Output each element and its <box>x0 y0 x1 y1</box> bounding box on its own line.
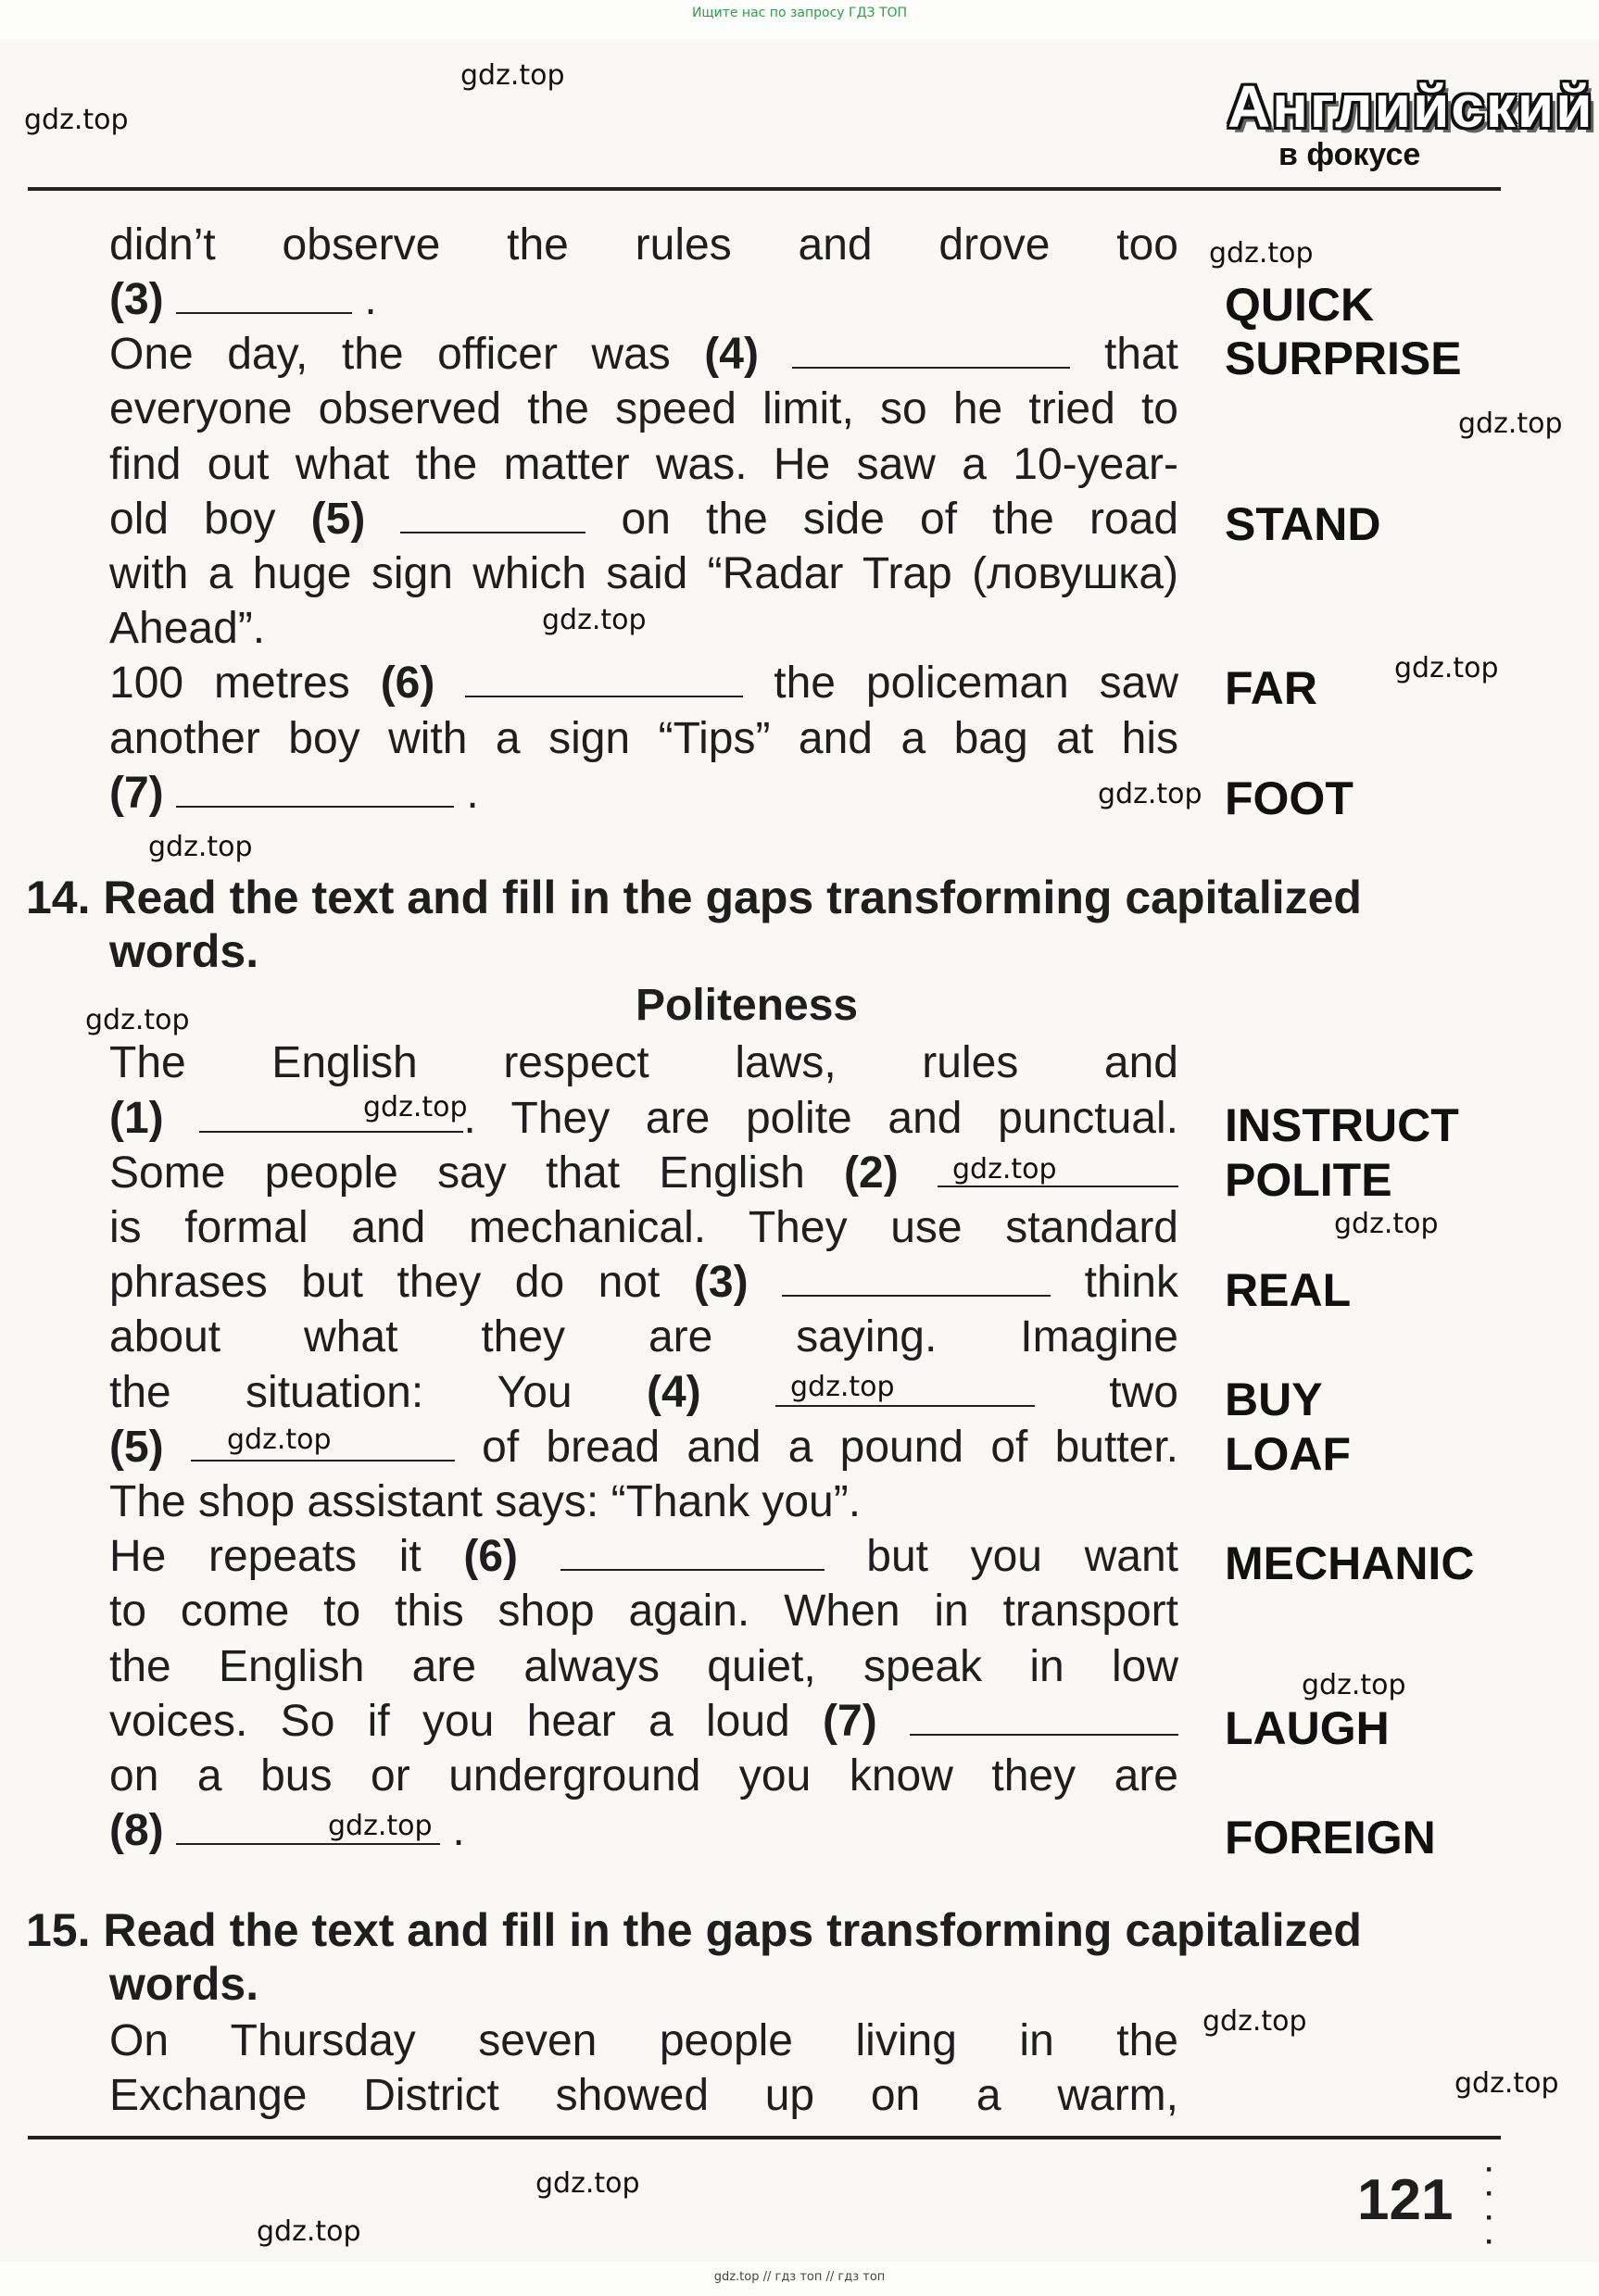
exercise-heading: 15. Read the text and fill in the gaps transforming capitalized <box>26 1904 1362 1956</box>
text-line: the English are always quiet, speak in low <box>109 1642 1178 1691</box>
watermark: gdz.top <box>542 604 647 636</box>
watermark: gdz.top <box>363 1091 468 1123</box>
watermark: gdz.top <box>257 2215 361 2248</box>
text-line: on a bus or underground you know they are <box>109 1751 1178 1800</box>
gap-number: (6) <box>463 1532 518 1581</box>
watermark: gdz.top <box>1202 2005 1307 2038</box>
answer-gap <box>782 1258 1051 1297</box>
bottom-banner: gdz.top // гдз топ // гдз топ <box>713 2270 886 2284</box>
page-number: 121 <box>1357 2168 1454 2232</box>
gap-number: (3) <box>109 275 164 324</box>
text-line: voices. So if you hear a loud (7) <box>109 1696 1178 1747</box>
text-line: another boy with a sign “Tips” and a bag at his <box>109 714 1178 763</box>
text-title: Politeness <box>636 981 859 1030</box>
gap-number: (4) <box>704 330 759 379</box>
watermark: gdz.top <box>148 831 253 863</box>
text-line: He repeats it (6) but you want <box>109 1532 1178 1581</box>
text-line: (7) . <box>109 769 479 818</box>
capitalized-word: LAUGH <box>1225 1702 1390 1754</box>
text-line: Ahead”. <box>109 604 266 653</box>
watermark: gdz.top <box>227 1424 332 1456</box>
text-line: the situation: You (4) two <box>109 1368 1178 1417</box>
watermark: gdz.top <box>1209 237 1314 270</box>
watermark: gdz.top <box>1394 652 1499 684</box>
gap-number: (2) <box>844 1148 899 1198</box>
text-line: is formal and mechanical. They use standard <box>109 1203 1178 1252</box>
answer-gap <box>400 495 585 533</box>
text-line: phrases but they do not (3) think <box>109 1258 1178 1307</box>
exercise-heading: words. <box>109 1958 259 2010</box>
answer-gap <box>176 769 454 808</box>
answer-gap <box>560 1532 825 1571</box>
answer-gap <box>938 1148 1178 1187</box>
answer-gap <box>176 1806 440 1845</box>
watermark: gdz.top <box>1458 408 1563 440</box>
text-line: 100 metres (6) the policeman saw <box>109 659 1179 708</box>
text-line: One day, the officer was (4) that <box>109 330 1179 379</box>
gap-number: (1) <box>109 1094 164 1143</box>
watermark: gdz.top <box>1302 1669 1406 1701</box>
capitalized-word: POLITE <box>1225 1154 1392 1206</box>
text-line: with a huge sign which said “Radar Trap (ловушка) <box>109 549 1178 598</box>
text-line: about what they are saying. Imagine <box>109 1312 1178 1361</box>
text-line: (5) of bread and a pound of butter. <box>109 1423 1179 1472</box>
capitalized-word: QUICK <box>1225 279 1375 331</box>
watermark: gdz.top <box>790 1371 895 1403</box>
exercise-heading: 14. Read the text and fill in the gaps transforming capitalized <box>26 872 1362 923</box>
text-line: (3) . <box>109 275 377 324</box>
answer-gap <box>199 1094 463 1133</box>
text-line: On Thursday seven people living in the <box>109 2016 1178 2065</box>
answer-gap <box>465 659 743 697</box>
text-line: find out what the matter was. He saw a 10-year- <box>109 440 1178 489</box>
watermark: gdz.top <box>24 104 129 136</box>
top-banner: Ищите нас по запросу ГДЗ ТОП <box>691 6 908 20</box>
gap-number: (4) <box>646 1368 701 1417</box>
book-logo: Английский <box>1228 73 1594 140</box>
watermark: gdz.top <box>460 59 565 92</box>
gap-number: (5) <box>109 1423 164 1472</box>
exercise-heading: words. <box>109 925 259 977</box>
text-line: didn’t observe the rules and drove too <box>109 220 1178 270</box>
footer-rule <box>28 2136 1501 2139</box>
answer-gap <box>792 330 1070 369</box>
watermark: gdz.top <box>1334 1208 1439 1240</box>
book-logo-subtitle: в фокусе <box>1278 137 1421 172</box>
capitalized-word: BUY <box>1225 1374 1323 1425</box>
gap-number: (7) <box>823 1697 877 1746</box>
answer-gap <box>176 275 352 314</box>
text-line: (8) . <box>109 1806 465 1855</box>
text-line: The shop assistant says: “Thank you”. <box>109 1477 862 1526</box>
watermark: gdz.top <box>1454 2067 1559 2100</box>
text-line: (1) . They are polite and punctual. <box>109 1094 1178 1143</box>
text-line: to come to this shop again. When in transport <box>109 1587 1178 1636</box>
answer-gap <box>910 1697 1178 1736</box>
capitalized-word: FAR <box>1225 662 1317 714</box>
text-line: The English respect laws, rules and <box>109 1038 1178 1087</box>
text-line: Exchange District showed up on a warm, <box>109 2071 1178 2120</box>
watermark: gdz.top <box>328 1810 433 1842</box>
capitalized-word: MECHANIC <box>1225 1537 1475 1589</box>
gap-number: (8) <box>109 1806 164 1855</box>
watermark: gdz.top <box>85 1004 190 1036</box>
capitalized-word: LOAF <box>1225 1428 1352 1480</box>
capitalized-word: REAL <box>1225 1264 1352 1316</box>
answer-gap <box>191 1423 455 1462</box>
text-line: everyone observed the speed limit, so he tried to <box>109 384 1178 433</box>
capitalized-word: STAND <box>1225 498 1381 550</box>
page-edge-dots: · · · · <box>1485 2154 1494 2257</box>
watermark: gdz.top <box>535 2167 640 2200</box>
capitalized-word: FOOT <box>1225 772 1353 824</box>
header-rule <box>28 187 1501 191</box>
text-line: old boy (5) on the side of the road <box>109 495 1179 544</box>
capitalized-word: SURPRISE <box>1225 332 1462 384</box>
watermark: gdz.top <box>952 1153 1057 1186</box>
watermark: gdz.top <box>1098 778 1202 810</box>
gap-number: (3) <box>693 1258 749 1307</box>
answer-gap <box>775 1368 1035 1407</box>
text-line: Some people say that English (2) <box>109 1148 1178 1198</box>
gap-number: (7) <box>109 769 164 818</box>
capitalized-word: FOREIGN <box>1225 1812 1436 1863</box>
gap-number: (6) <box>380 659 435 708</box>
gap-number: (5) <box>310 495 366 544</box>
capitalized-word: INSTRUCT <box>1225 1099 1459 1151</box>
